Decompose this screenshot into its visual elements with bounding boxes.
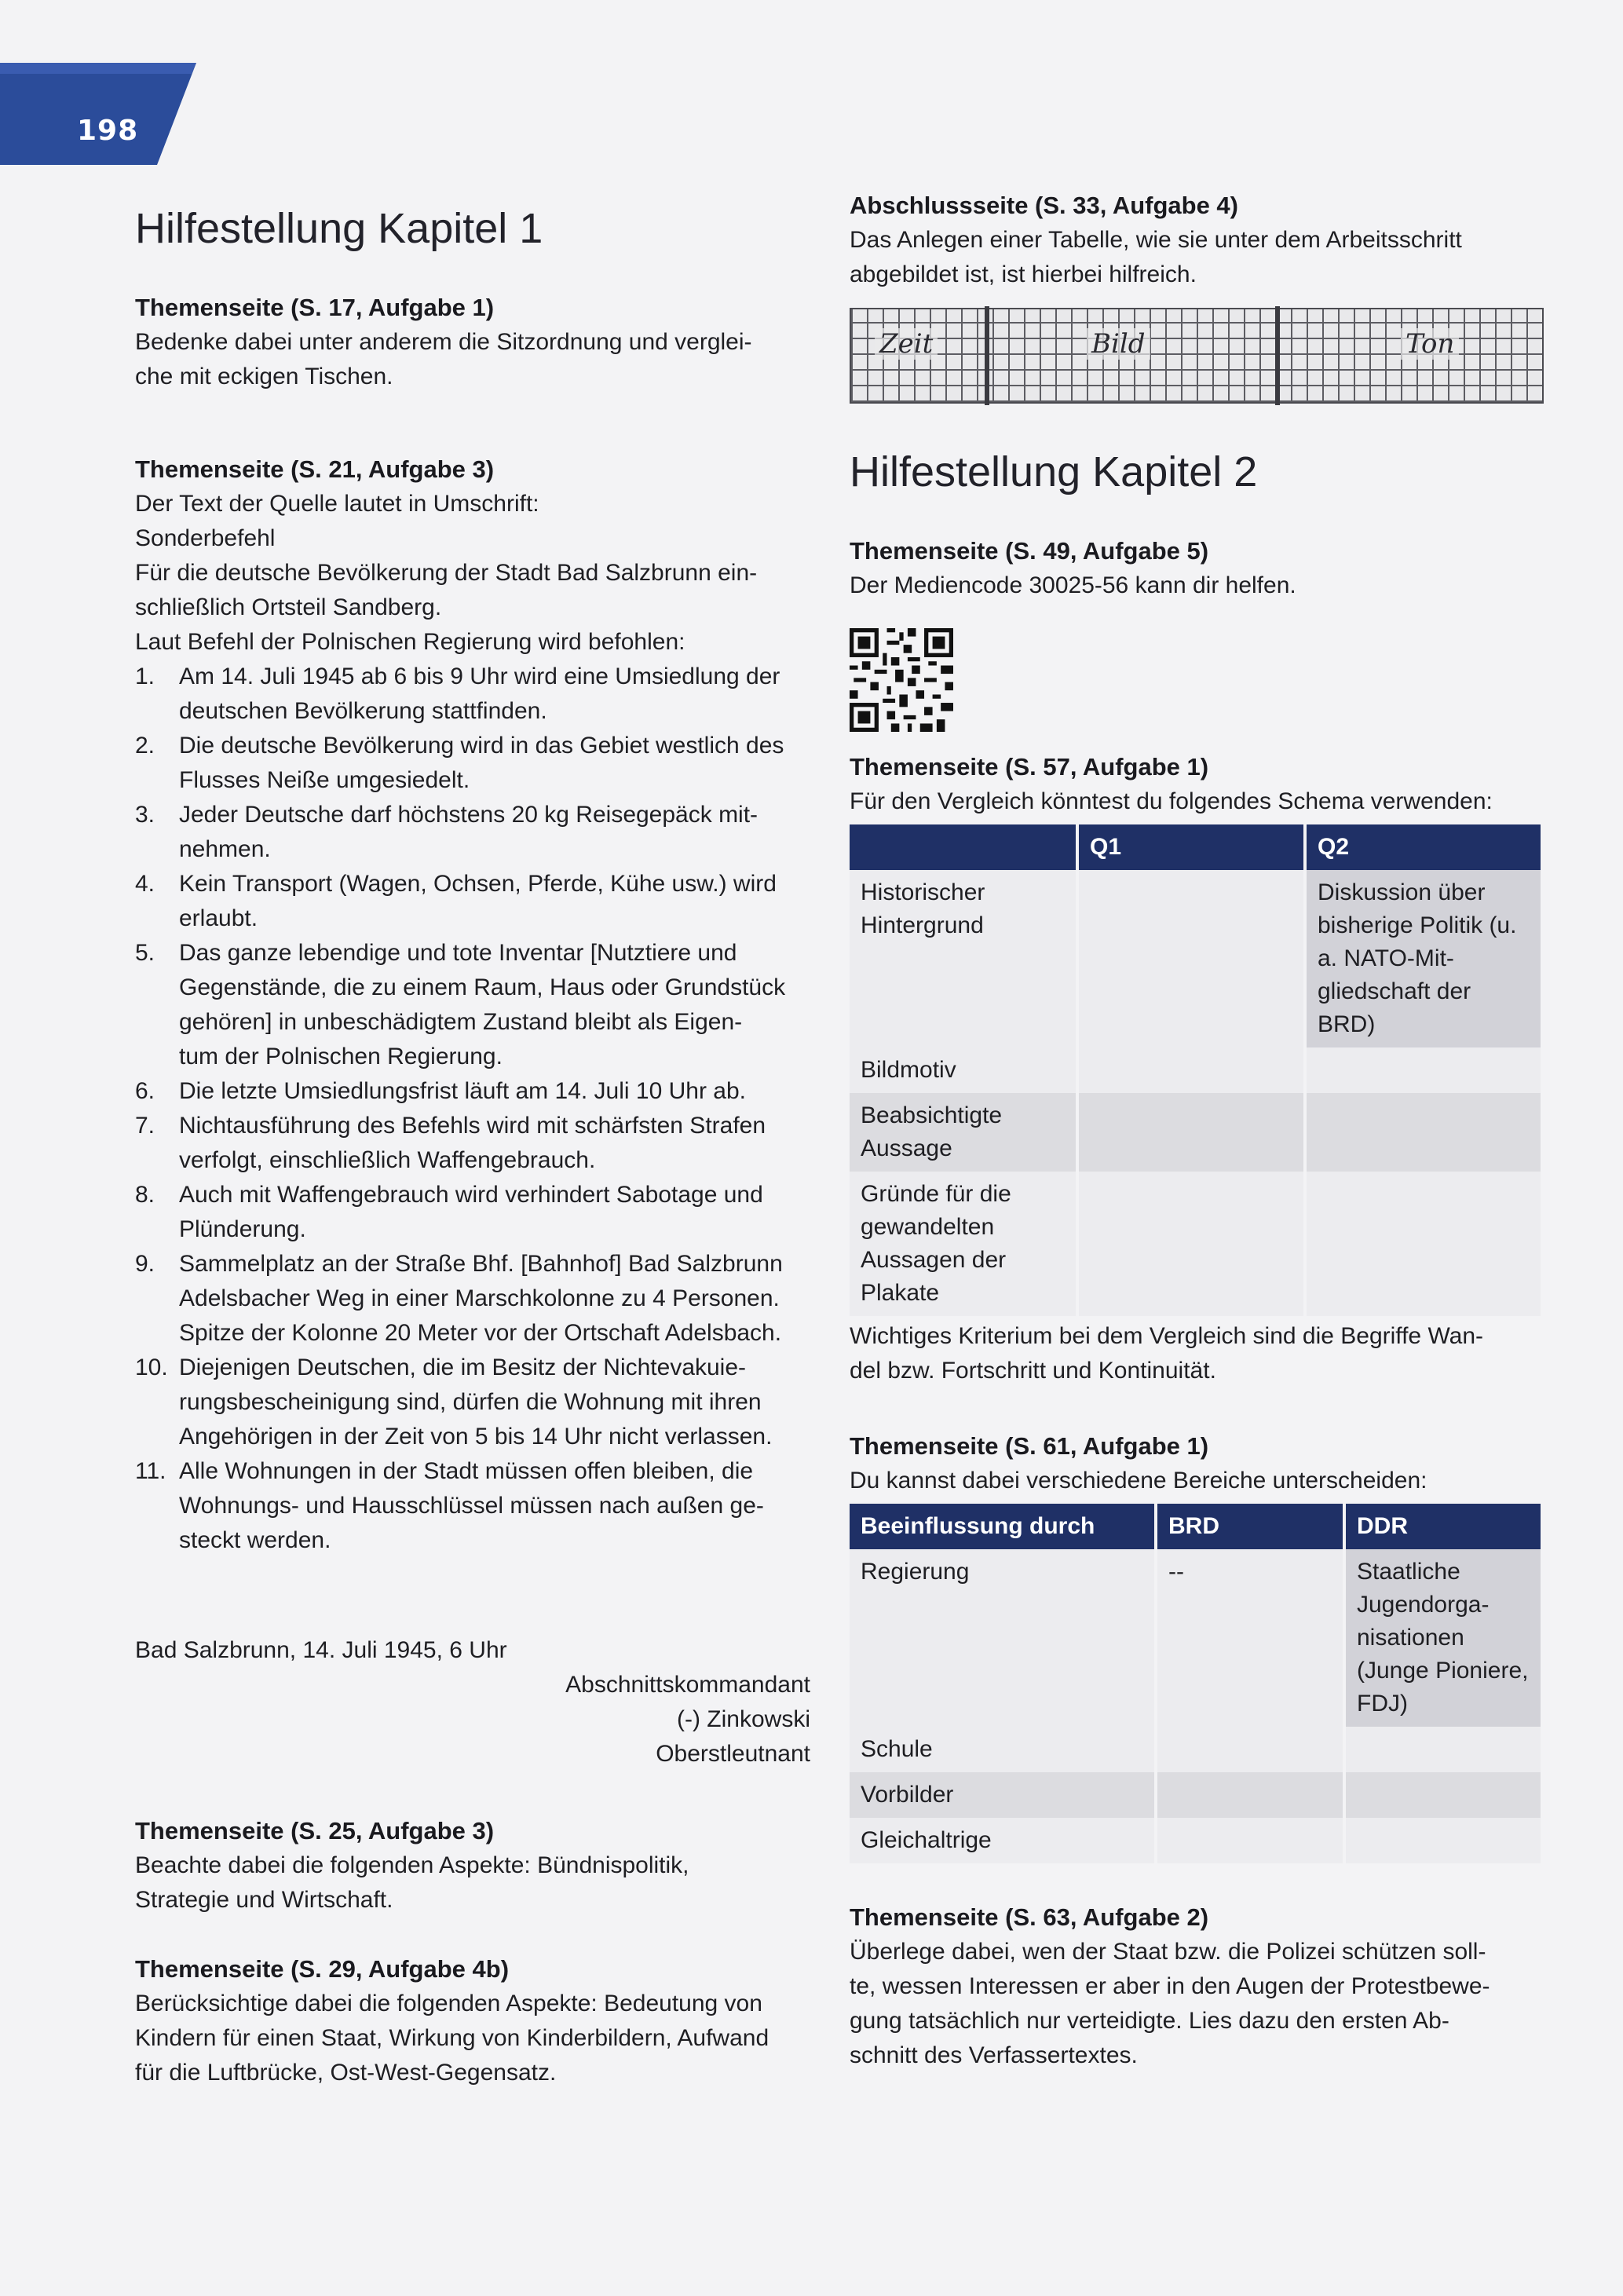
section-title: Themenseite (S. 63, Aufgabe 2) xyxy=(850,1903,1209,1931)
grid-divider xyxy=(985,306,989,405)
text-line: Überlege dabei, wen der Staat bzw. die Polizei schützen soll- xyxy=(850,1939,1486,1965)
table-cell: Staatliche Jugendorga- nisationen (Junge Pioniere, FDJ) xyxy=(1344,1549,1541,1727)
table-header-ddr: DDR xyxy=(1344,1504,1541,1549)
item-line: Spitze der Kolonne 20 Meter vor der Ortschaft Adelsbach. xyxy=(179,1320,782,1346)
item-line: Gegenstände, die zu einem Raum, Haus oder Grundstück xyxy=(179,974,786,1000)
page-number: 198 xyxy=(77,115,139,147)
text-line: schnitt des Verfassertextes. xyxy=(850,2042,1138,2068)
table-header xyxy=(850,824,1077,870)
item-line: Flusses Neiße umgesiedelt. xyxy=(179,767,470,793)
text-line: Berücksichtige dabei die folgenden Aspekte: Bedeutung von xyxy=(135,1991,762,2016)
section-s17 xyxy=(135,291,810,394)
grid-label-ton: Ton xyxy=(1401,328,1459,360)
item-line: Angehörigen in der Zeit von 5 bis 14 Uhr nicht verlassen. xyxy=(179,1424,773,1450)
item-number: 6. xyxy=(135,1078,155,1104)
text-line: te, wessen Interessen er aber in den Augen der Protestbewe- xyxy=(850,1973,1490,1999)
item-line: Auch mit Waffengebrauch wird verhindert Sabotage und xyxy=(179,1182,763,1208)
list-item xyxy=(135,1109,810,1178)
table-row xyxy=(850,1172,1541,1316)
item-line: Die deutsche Bevölkerung wird in das Gebiet westlich des xyxy=(179,733,784,759)
item-number: 4. xyxy=(135,871,155,897)
item-line: nehmen. xyxy=(179,836,271,862)
table-cell: -- xyxy=(1156,1549,1344,1727)
text-line: che mit eckigen Tischen. xyxy=(135,364,393,389)
list-item xyxy=(135,1074,810,1109)
item-line: verfolgt, einschließlich Waffengebrauch. xyxy=(179,1147,596,1173)
item-line: Am 14. Juli 1945 ab 6 bis 9 Uhr wird eine Umsiedlung der xyxy=(179,664,780,689)
item-line: steckt werden. xyxy=(179,1527,331,1553)
list-item xyxy=(135,1351,810,1454)
item-number: 9. xyxy=(135,1251,155,1277)
page-number-tab xyxy=(0,63,196,165)
grid-paper-sketch xyxy=(850,308,1544,404)
item-line: Wohnungs- und Hausschlüssel müssen nach außen ge- xyxy=(179,1493,764,1519)
signature-block xyxy=(135,1668,810,1771)
item-number: 3. xyxy=(135,802,155,828)
row-label: Gründe für die gewandelten Aussagen der Plakate xyxy=(850,1172,1077,1316)
table-row xyxy=(850,1047,1541,1093)
table-cell xyxy=(1305,1172,1541,1316)
list-item xyxy=(135,660,810,729)
criterion-note xyxy=(850,1319,1548,1388)
text-line: schließlich Ortsteil Sandberg. xyxy=(135,594,442,620)
text-line: Laut Befehl der Polnischen Regierung wird befohlen: xyxy=(135,629,685,655)
chapter-title-2: Hilfestellung Kapitel 2 xyxy=(850,448,1258,495)
row-label: Bildmotiv xyxy=(850,1047,1077,1093)
item-line: Plünderung. xyxy=(179,1216,306,1242)
text-line: gung tatsächlich nur verteidigte. Lies dazu den ersten Ab- xyxy=(850,2008,1449,2034)
text-line: Für den Vergleich könntest du folgendes Schema verwenden: xyxy=(850,788,1493,814)
item-number: 8. xyxy=(135,1182,155,1208)
item-line: Das ganze lebendige und tote Inventar [Nutztiere und xyxy=(179,940,737,966)
table-cell xyxy=(1156,1818,1344,1863)
section-s57 xyxy=(850,750,1548,819)
list-item xyxy=(135,1454,810,1558)
text-line: Sonderbefehl xyxy=(135,525,276,551)
text-line: abgebildet ist, ist hierbei hilfreich. xyxy=(850,261,1197,287)
section-title: Themenseite (S. 17, Aufgabe 1) xyxy=(135,294,495,321)
item-line: tum der Polnischen Regierung. xyxy=(179,1044,503,1069)
table-row xyxy=(850,1727,1541,1772)
item-number: 5. xyxy=(135,940,155,966)
section-title: Themenseite (S. 29, Aufgabe 4b) xyxy=(135,1955,510,1983)
list-item xyxy=(135,867,810,936)
row-label: Gleichaltrige xyxy=(850,1818,1156,1863)
table-cell xyxy=(1077,1172,1305,1316)
table-cell xyxy=(1344,1772,1541,1818)
table-cell xyxy=(1305,1093,1541,1172)
text-line: Der Text der Quelle lautet in Umschrift: xyxy=(135,491,539,517)
item-line: Diejenigen Deutschen, die im Besitz der Nichtevakuie- xyxy=(179,1355,747,1380)
item-number: 10. xyxy=(135,1355,168,1380)
section-s21 xyxy=(135,452,810,1558)
section-s63 xyxy=(850,1900,1548,2073)
table-header-brd: BRD xyxy=(1156,1504,1344,1549)
section-title: Themenseite (S. 25, Aufgabe 3) xyxy=(135,1817,495,1844)
item-line: Sammelplatz an der Straße Bhf. [Bahnhof] Bad Salzbrunn xyxy=(179,1251,783,1277)
place-date: Bad Salzbrunn, 14. Juli 1945, 6 Uhr xyxy=(135,1637,507,1663)
table-cell: Diskussion über bisherige Politik (u. a. NATO-Mit- gliedschaft der BRD) xyxy=(1305,870,1541,1047)
table-header-q2: Q2 xyxy=(1305,824,1541,870)
item-line: Jeder Deutsche darf höchstens 20 kg Reisegepäck mit- xyxy=(179,802,758,828)
grid-label-zeit: Zeit xyxy=(875,328,938,360)
table-cell xyxy=(1077,870,1305,1047)
item-number: 7. xyxy=(135,1113,155,1139)
comparison-table-q1-q2 xyxy=(850,824,1541,1316)
section-title: Themenseite (S. 61, Aufgabe 1) xyxy=(850,1432,1209,1460)
text-line: Für die deutsche Bevölkerung der Stadt Bad Salzbrunn ein- xyxy=(135,560,758,586)
list-item xyxy=(135,1178,810,1247)
row-label: Regierung xyxy=(850,1549,1156,1727)
item-number: 1. xyxy=(135,664,155,689)
section-s33 xyxy=(850,188,1548,292)
row-label: Schule xyxy=(850,1727,1156,1772)
section-s61 xyxy=(850,1429,1548,1498)
text-line: Bedenke dabei unter anderem die Sitzordnung und verglei- xyxy=(135,329,752,355)
item-line: Nichtausführung des Befehls wird mit schärfsten Strafen xyxy=(179,1113,766,1139)
section-s49 xyxy=(850,534,1548,603)
table-cell xyxy=(1156,1727,1344,1772)
table-cell xyxy=(1344,1727,1541,1772)
item-line: Alle Wohnungen in der Stadt müssen offen bleiben, die xyxy=(179,1458,754,1484)
chapter-title-1: Hilfestellung Kapitel 1 xyxy=(135,205,543,252)
table-row xyxy=(850,1818,1541,1863)
section-s29 xyxy=(135,1952,810,2090)
item-number: 11. xyxy=(135,1458,166,1484)
table-row xyxy=(850,1772,1541,1818)
text-line: del bzw. Fortschritt und Kontinuität. xyxy=(850,1358,1216,1384)
table-cell xyxy=(1077,1093,1305,1172)
list-item xyxy=(135,936,810,1074)
text-line: Du kannst dabei verschiedene Bereiche unterscheiden: xyxy=(850,1468,1427,1493)
table-header: Beeinflussung durch xyxy=(850,1504,1156,1549)
text-line: Das Anlegen einer Tabelle, wie sie unter dem Arbeitsschritt xyxy=(850,227,1462,253)
table-cell xyxy=(1305,1047,1541,1093)
text-line: Strategie und Wirtschaft. xyxy=(135,1887,393,1913)
item-line: Adelsbacher Weg in einer Marschkolonne zu 4 Personen. xyxy=(179,1285,780,1311)
text-line: Kindern für einen Staat, Wirkung von Kinderbildern, Aufwand xyxy=(135,2025,769,2051)
item-number: 2. xyxy=(135,733,155,759)
section-title: Abschlussseite (S. 33, Aufgabe 4) xyxy=(850,192,1239,219)
grid-label-bild: Bild xyxy=(1087,328,1150,360)
item-line: gehören] in unbeschädigtem Zustand bleibt als Eigen- xyxy=(179,1009,743,1035)
item-line: Kein Transport (Wagen, Ochsen, Pferde, Kühe usw.) wird xyxy=(179,871,777,897)
table-row xyxy=(850,870,1541,1047)
signature-line: (-) Zinkowski xyxy=(677,1706,810,1732)
section-title: Themenseite (S. 49, Aufgabe 5) xyxy=(850,537,1209,565)
item-line: erlaubt. xyxy=(179,905,258,931)
table-cell xyxy=(1344,1818,1541,1863)
grid-divider xyxy=(1275,306,1280,405)
row-label: Historischer Hintergrund xyxy=(850,870,1077,1047)
item-line: rungsbescheinigung sind, dürfen die Wohnung mit ihren xyxy=(179,1389,762,1415)
text-line: für die Luftbrücke, Ost-West-Gegensatz. xyxy=(135,2060,557,2086)
qr-code-icon[interactable] xyxy=(850,628,953,732)
text-line: Wichtiges Kriterium bei dem Vergleich sind die Begriffe Wan- xyxy=(850,1323,1484,1349)
list-item xyxy=(135,1247,810,1351)
section-title: Themenseite (S. 57, Aufgabe 1) xyxy=(850,753,1209,781)
section-s25 xyxy=(135,1814,810,1918)
order-list xyxy=(135,660,810,1558)
table-row xyxy=(850,1093,1541,1172)
table-cell xyxy=(1156,1772,1344,1818)
signature-line: Oberstleutnant xyxy=(656,1741,810,1767)
section-title: Themenseite (S. 21, Aufgabe 3) xyxy=(135,455,495,483)
table-cell xyxy=(1077,1047,1305,1093)
list-item xyxy=(135,798,810,867)
row-label: Beabsichtigte Aussage xyxy=(850,1093,1077,1172)
table-row xyxy=(850,1549,1541,1727)
table-header-q1: Q1 xyxy=(1077,824,1305,870)
text-line: Beachte dabei die folgenden Aspekte: Bündnispolitik, xyxy=(135,1852,689,1878)
row-label: Vorbilder xyxy=(850,1772,1156,1818)
influence-table-brd-ddr xyxy=(850,1504,1541,1863)
item-line: deutschen Bevölkerung stattfinden. xyxy=(179,698,547,724)
text-line: Der Mediencode 30025-56 kann dir helfen. xyxy=(850,572,1296,598)
list-item xyxy=(135,729,810,798)
signature-line: Abschnittskommandant xyxy=(565,1672,810,1698)
item-line: Die letzte Umsiedlungsfrist läuft am 14. Juli 10 Uhr ab. xyxy=(179,1078,746,1104)
